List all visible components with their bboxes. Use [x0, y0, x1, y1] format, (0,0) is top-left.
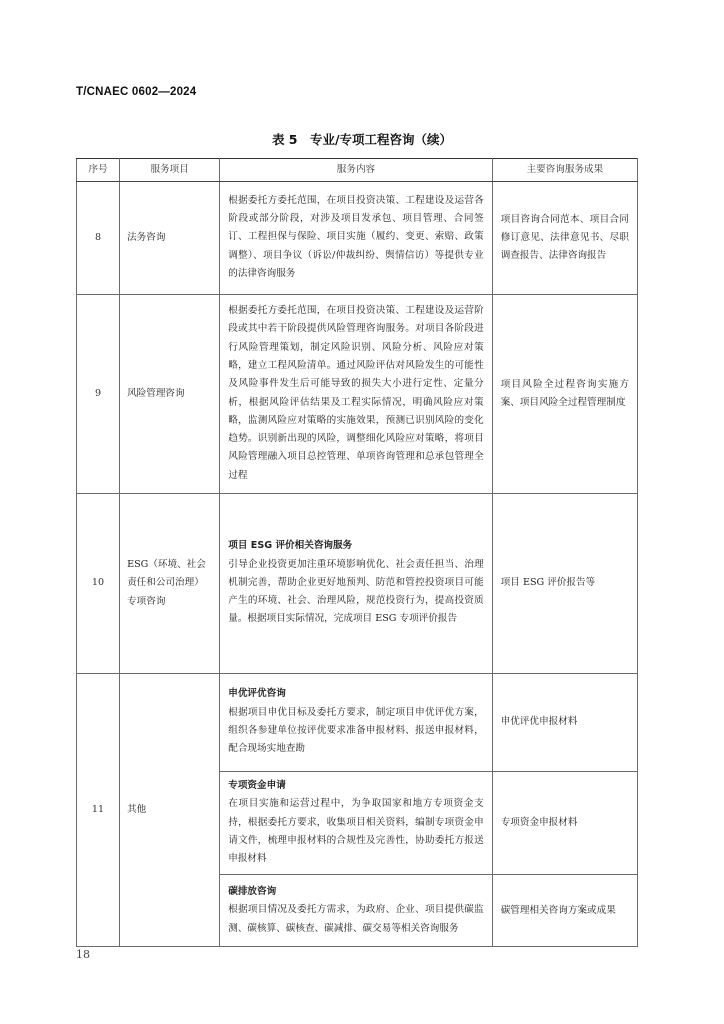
content-text: 根据项目情况及委托方需求，为政府、企业、项目提供碳监测、碳核算、碳核查、碳减排、碳交易等相关咨询服务: [228, 904, 484, 934]
content-text: 在项目实施和运营过程中，为争取国家和地方专项资金支持，根据委托方要求，收集项目相关资料，编制专项资金申请文件，梳理申报材料的合规性及完善性，协助委托方报送申报材料: [228, 798, 484, 865]
row-item: 法务咨询: [120, 182, 220, 295]
table-caption: 表 5 专业/专项工程咨询（续）: [271, 132, 453, 147]
row-seq: 11: [77, 674, 120, 947]
table-row: [77, 295, 638, 494]
table-row: [77, 674, 638, 772]
row-result: 碳管理相关咨询方案或成果: [492, 875, 637, 947]
row-result: 项目 ESG 评价报告等: [492, 494, 637, 674]
table-row: [77, 182, 638, 295]
row-result: 专项资金申报材料: [492, 772, 637, 875]
content-text: 根据项目申优目标及委托方要求，制定项目申优评优方案，组织各参建单位按评优要求准备申报材料、报送申报材料，配合现场实地查勘: [228, 706, 484, 755]
content-subtitle: 项目 ESG 评价相关咨询服务: [228, 540, 353, 552]
row-content: [220, 674, 492, 772]
row-content: [220, 875, 492, 947]
row-content: [220, 494, 492, 674]
header-content: 服务内容: [220, 159, 492, 182]
row-result: 项目咨询合同范本、项目合同修订意见、法律意见书、尽职调查报告、法律咨询报告: [492, 182, 637, 295]
content-subtitle: 碳排放咨询: [228, 886, 277, 898]
row-result: 项目风险全过程咨询实施方案、项目风险全过程管理制度: [492, 295, 637, 494]
header-item: 服务项目: [120, 159, 220, 182]
row-seq: 10: [77, 494, 120, 674]
row-result: 申优评优申报材料: [492, 674, 637, 772]
consulting-services-table: [76, 158, 638, 947]
row-seq: 8: [77, 182, 120, 295]
header-seq: 序号: [77, 159, 120, 182]
table-row: [77, 494, 638, 674]
document-code: T/CNAEC 0602—2024: [76, 86, 197, 98]
content-subtitle: 申优评优咨询: [228, 688, 286, 700]
content-text: 引导企业投资更加注重环境影响优化、社会责任担当、治理机制完善，帮助企业更好地预判、防范和管控投资项目可能产生的环境、社会、治理风险，规范投资行为，提高投资质量。根据项目实际情况，完成项目 ESG 专项评价报告: [228, 558, 484, 625]
page-number: 18: [76, 948, 90, 961]
row-content: 根据委托方委托范围，在项目投资决策、工程建设及运营各阶段或部分阶段，对涉及项目发承包、项目管理、合同签订、工程担保与保险、项目实施（履约、变更、索赔、政策调整）、项目争议（诉讼/仲裁纠纷、舆情信访）等提供专业的法律咨询服务: [220, 182, 492, 295]
row-content: [220, 772, 492, 875]
row-content: 根据委托方委托范围，在项目投资决策、工程建设及运营阶段或其中若干阶段提供风险管理咨询服务。对项目各阶段进行风险管理策划，制定风险识别、风险分析、风险应对策略，建立工程风险清单。通过风险评估对风险发生的可能性及风险事件发生后可能导致的损失大小进行定性、定量分析，根据风险评估结果及工程实际情况，明确风险应对策略，监测风险应对策略的实施效果，预测已识别风险的变化趋势。识别新出现的风险，调整细化风险应对策略，将项目风险管理融入项目总控管理、单项咨询管理和总承包管理全过程: [220, 295, 492, 494]
row-item: 风险管理咨询: [120, 295, 220, 494]
row-seq: 9: [77, 295, 120, 494]
content-subtitle: 专项资金申请: [228, 780, 286, 791]
row-item: 其他: [120, 674, 220, 947]
table-header-row: [77, 159, 638, 182]
header-result: 主要咨询服务成果: [492, 159, 637, 182]
row-item: ESG（环境、社会责任和公司治理）专项咨询: [120, 494, 220, 674]
